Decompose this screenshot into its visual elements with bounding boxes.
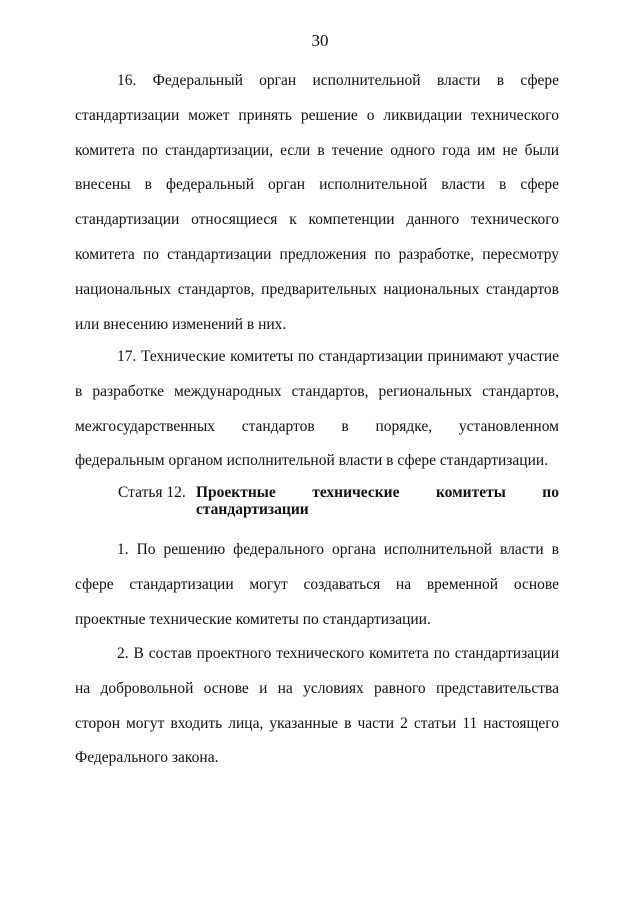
article-12-title-line-2: стандартизации [196, 501, 309, 518]
paragraph-16: 16. Федеральный орган исполнительной власти в сфере стандартизации может принять решение о ликвидации технического комитета по стандартизации, если в течение одного года им не были внесены в федеральный орган исполнительной власти в сфере стандартизации относящиеся к компетенции данного технического комитета по стандартизации предложения по разработке, пересмотру национальных стандартов, предварительных национальных стандартов или внесению изменений в них. [75, 72, 559, 333]
page-number: 30 [311, 31, 329, 50]
article-12-paragraph-2: 2. В состав проектного технического комитета по стандартизации на добровольной основе и на условиях равного представительства сторон могут входить лица, указанные в части 2 статьи 11 настоящего Федерального закона. [75, 645, 559, 767]
article-12-label: Статья 12. [118, 484, 186, 501]
article-12-title [196, 484, 559, 518]
article-12-title-line-1: Проектные технические комитеты по [196, 484, 559, 501]
article-12-paragraph-1: 1. По решению федерального органа исполнительной власти в сфере стандартизации могут создаваться на временной основе проектные технические комитеты по стандартизации. [75, 541, 559, 628]
paragraph-17: 17. Технические комитеты по стандартизации принимают участие в разработке международных стандартов, региональных стандартов, межгосударственных стандартов в порядке, установленном федеральным органом исполнительной власти в сфере стандартизации. [75, 348, 559, 470]
